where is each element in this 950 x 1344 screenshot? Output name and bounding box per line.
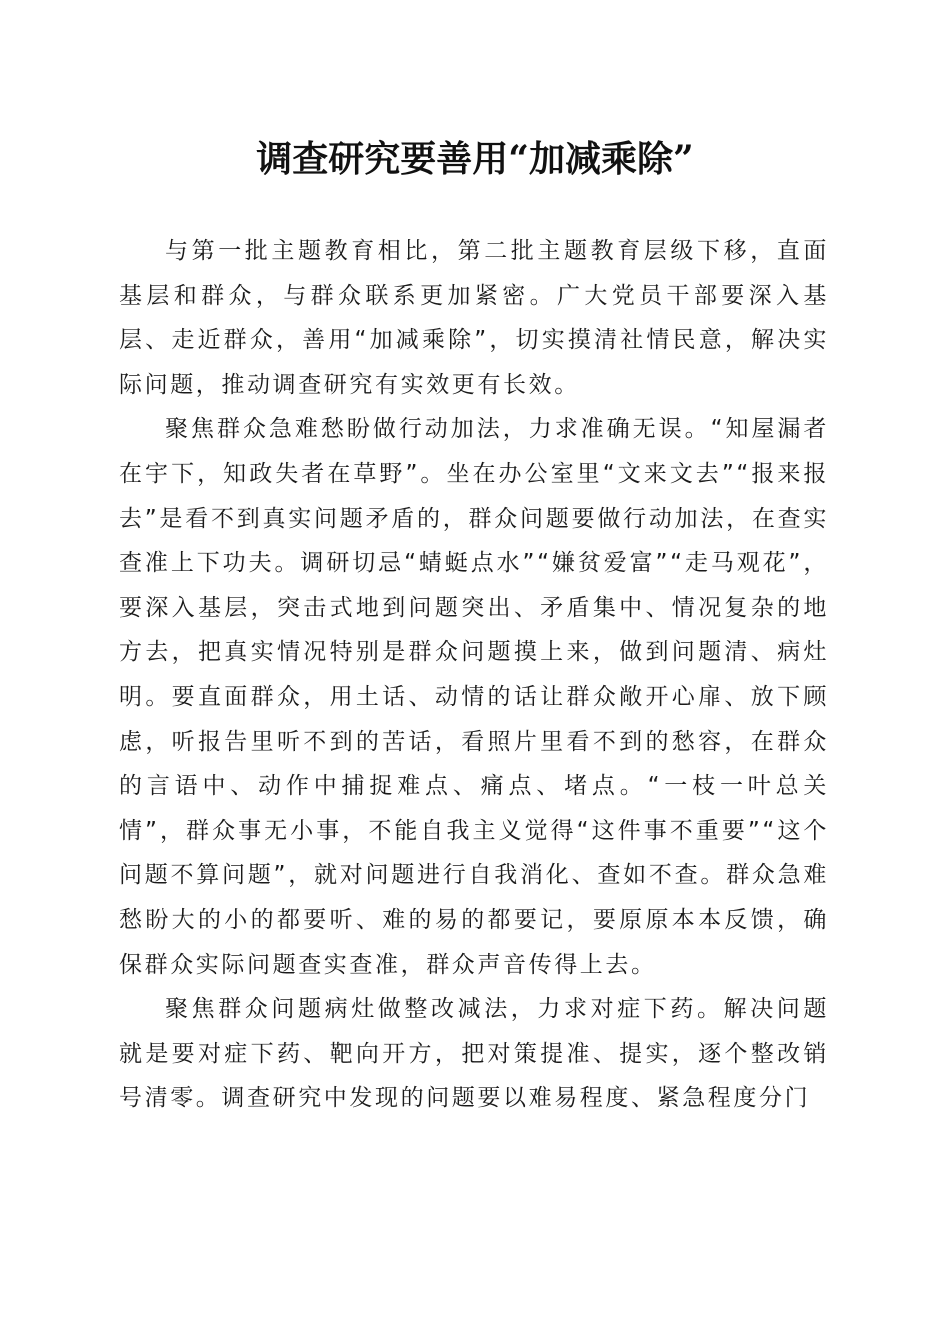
document-body (119, 229, 829, 1121)
paragraph-1: 与第一批主题教育相比，第二批主题教育层级下移，直面基层和群众，与群众联系更加紧密。广大党员干部要深入基层、走近群众，善用“加减乘除”，切实摸清社情民意，解决实际问题，推动调查研究有实效更有长效。 (119, 238, 829, 398)
paragraph-3: 聚焦群众问题病灶做整改减法，力求对症下药。解决问题就是要对症下药、靶向开方，把对策提准、提实，逐个整改销号清零。调查研究中发现的问题要以难易程度、紧急程度分门 (119, 996, 829, 1112)
paragraph-2: 聚焦群众急难愁盼做行动加法，力求准确无误。“知屋漏者在宇下，知政失者在草野”。坐在办公室里“文来文去”“报来报去”是看不到真实问题矛盾的，群众问题要做行动加法，在查实查准上下功夫。调研切忌“蜻蜓点水”“嫌贫爱富”“走马观花”，要深入基层，突击式地到问题突出、矛盾集中、情况复杂的地方去，把真实情况特别是群众问题摸上来，做到问题清、病灶明。要直面群众，用土话、动情的话让群众敞开心扉、放下顾虑，听报告里听不到的苦话，看照片里看不到的愁容，在群众的言语中、动作中捕捉难点、痛点、堵点。“一枝一叶总关情”，群众事无小事，不能自我主义觉得“这件事不重要”“这个问题不算问题”，就对问题进行自我消化、查如不查。群众急难愁盼大的小的都要听、难的易的都要记，要原原本本反馈，确保群众实际问题查实查准，群众声音传得上去。 (119, 416, 829, 978)
document-title: 调查研究要善用“加减乘除” (256, 138, 694, 180)
